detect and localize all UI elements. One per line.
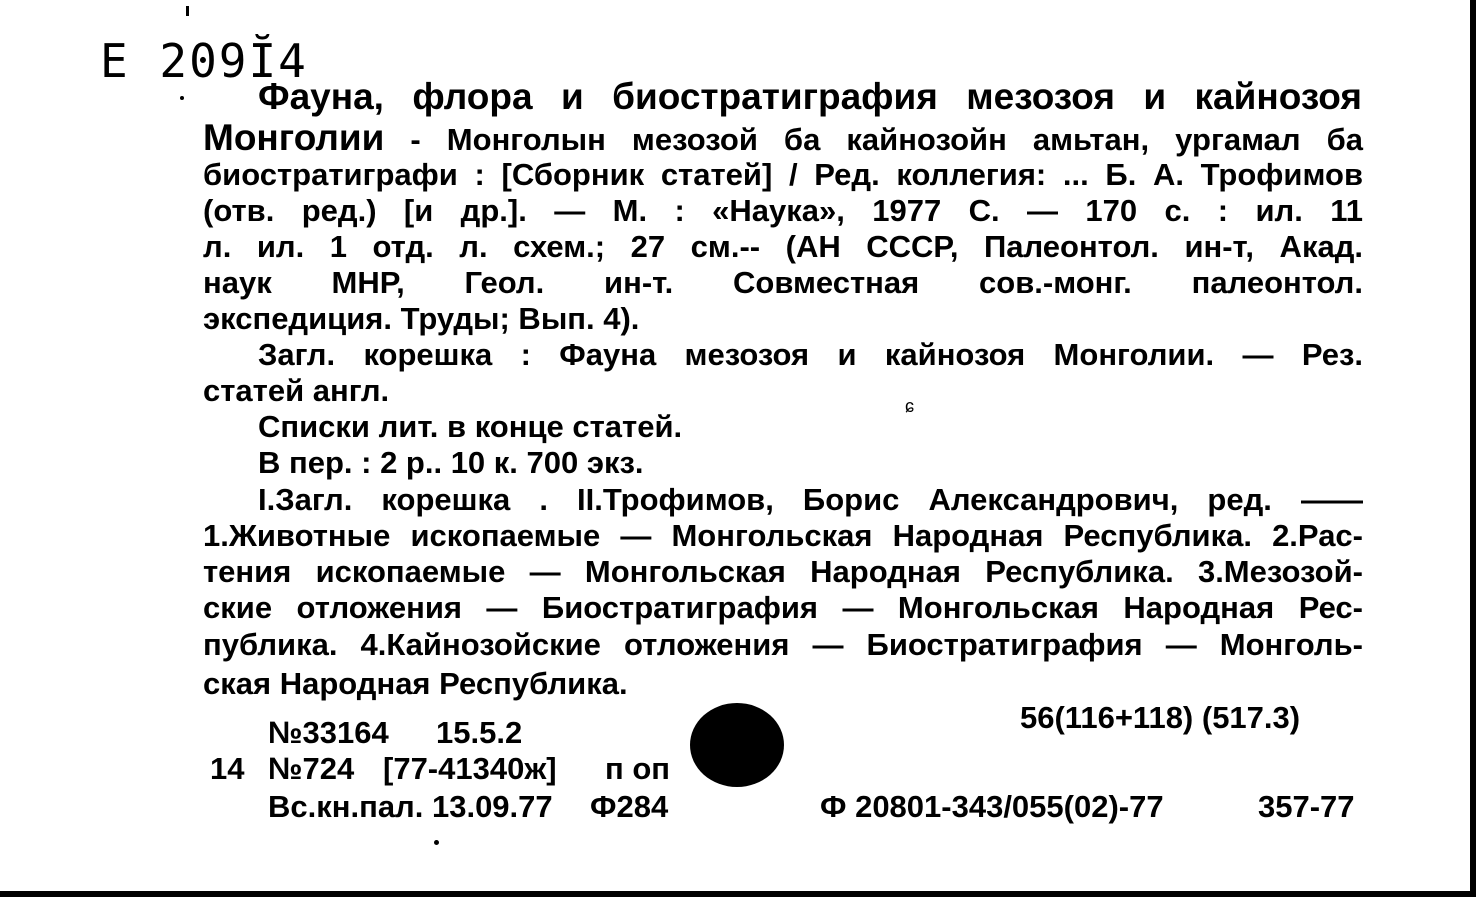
ink-dot	[180, 96, 184, 100]
note-line: В пер. : 2 р.. 10 к. 700 экз.	[258, 445, 644, 480]
chamber-stamp: Вс.кн.пал. 13.09.77	[268, 789, 553, 824]
title-word: Монголии	[203, 117, 385, 158]
udc-code: 56(116+118) (517.3)	[1020, 700, 1301, 735]
record-number: №33164	[268, 715, 389, 750]
note-line: I.Загл. корешка . II.Трофимов, Борис Александрович, ред. ——	[258, 482, 1363, 517]
line-prefix: 14	[210, 751, 245, 786]
card-number: 357-77	[1258, 789, 1355, 824]
ink-speck: ɕ	[905, 396, 914, 416]
subject-line: 1.Животные ископаемые — Монгольская Народная Республика. 2.Рас-	[203, 518, 1363, 553]
subject-line: тения ископаемые — Монгольская Народная Республика. 3.Мезозой-	[203, 554, 1363, 589]
body-line: наук МНР, Геол. ин-т. Совместная сов.-монг. палеонтол.	[203, 265, 1363, 300]
body-line: (отв. ред.) [и др.]. — М. : «Наука», 1977 С. — 170 с. : ил. 11	[203, 193, 1363, 228]
body-line	[203, 117, 1363, 158]
note-line: Загл. корешка : Фауна мезозоя и кайнозоя Монголии. — Рез.	[258, 337, 1363, 372]
publisher-code: Ф 20801-343/055(02)-77	[820, 789, 1164, 824]
form-code: Ф284	[590, 789, 669, 824]
body-line: л. ил. 1 отд. л. схем.; 27 см.-- (АН СССР, Палеонтол. ин-т, Акад.	[203, 229, 1363, 264]
subject-line: ская Народная Республика.	[203, 666, 628, 701]
call-number: Е 209Ĭ4	[100, 34, 308, 88]
note-line: Списки лит. в конце статей.	[258, 409, 683, 444]
order-code: [77-41340ж]	[383, 751, 557, 786]
order-number: №724	[268, 751, 355, 786]
subject-line: ские отложения — Биостратиграфия — Монгольская Народная Рес-	[203, 590, 1363, 625]
body-line: экспедиция. Труды; Вып. 4).	[203, 301, 640, 336]
ink-dot	[434, 840, 439, 845]
body-line: биостратиграфи : [Сборник статей] / Ред. коллегия: ... Б. А. Трофимов	[203, 157, 1363, 192]
subject-line: публика. 4.Кайнозойские отложения — Биостратиграфия — Монголь-	[203, 627, 1363, 662]
class-code: 15.5.2	[436, 715, 523, 750]
note-line: статей англ.	[203, 373, 390, 408]
order-suffix: п оп	[605, 751, 670, 786]
punch-hole	[690, 703, 784, 787]
title-line: Фауна, флора и биостратиграфия мезозоя и кайнозоя	[258, 76, 1362, 117]
parallel-title: - Монголын мезозой ба кайнозойн амьтан, ургамал ба	[384, 122, 1363, 157]
tick-mark	[186, 6, 189, 16]
